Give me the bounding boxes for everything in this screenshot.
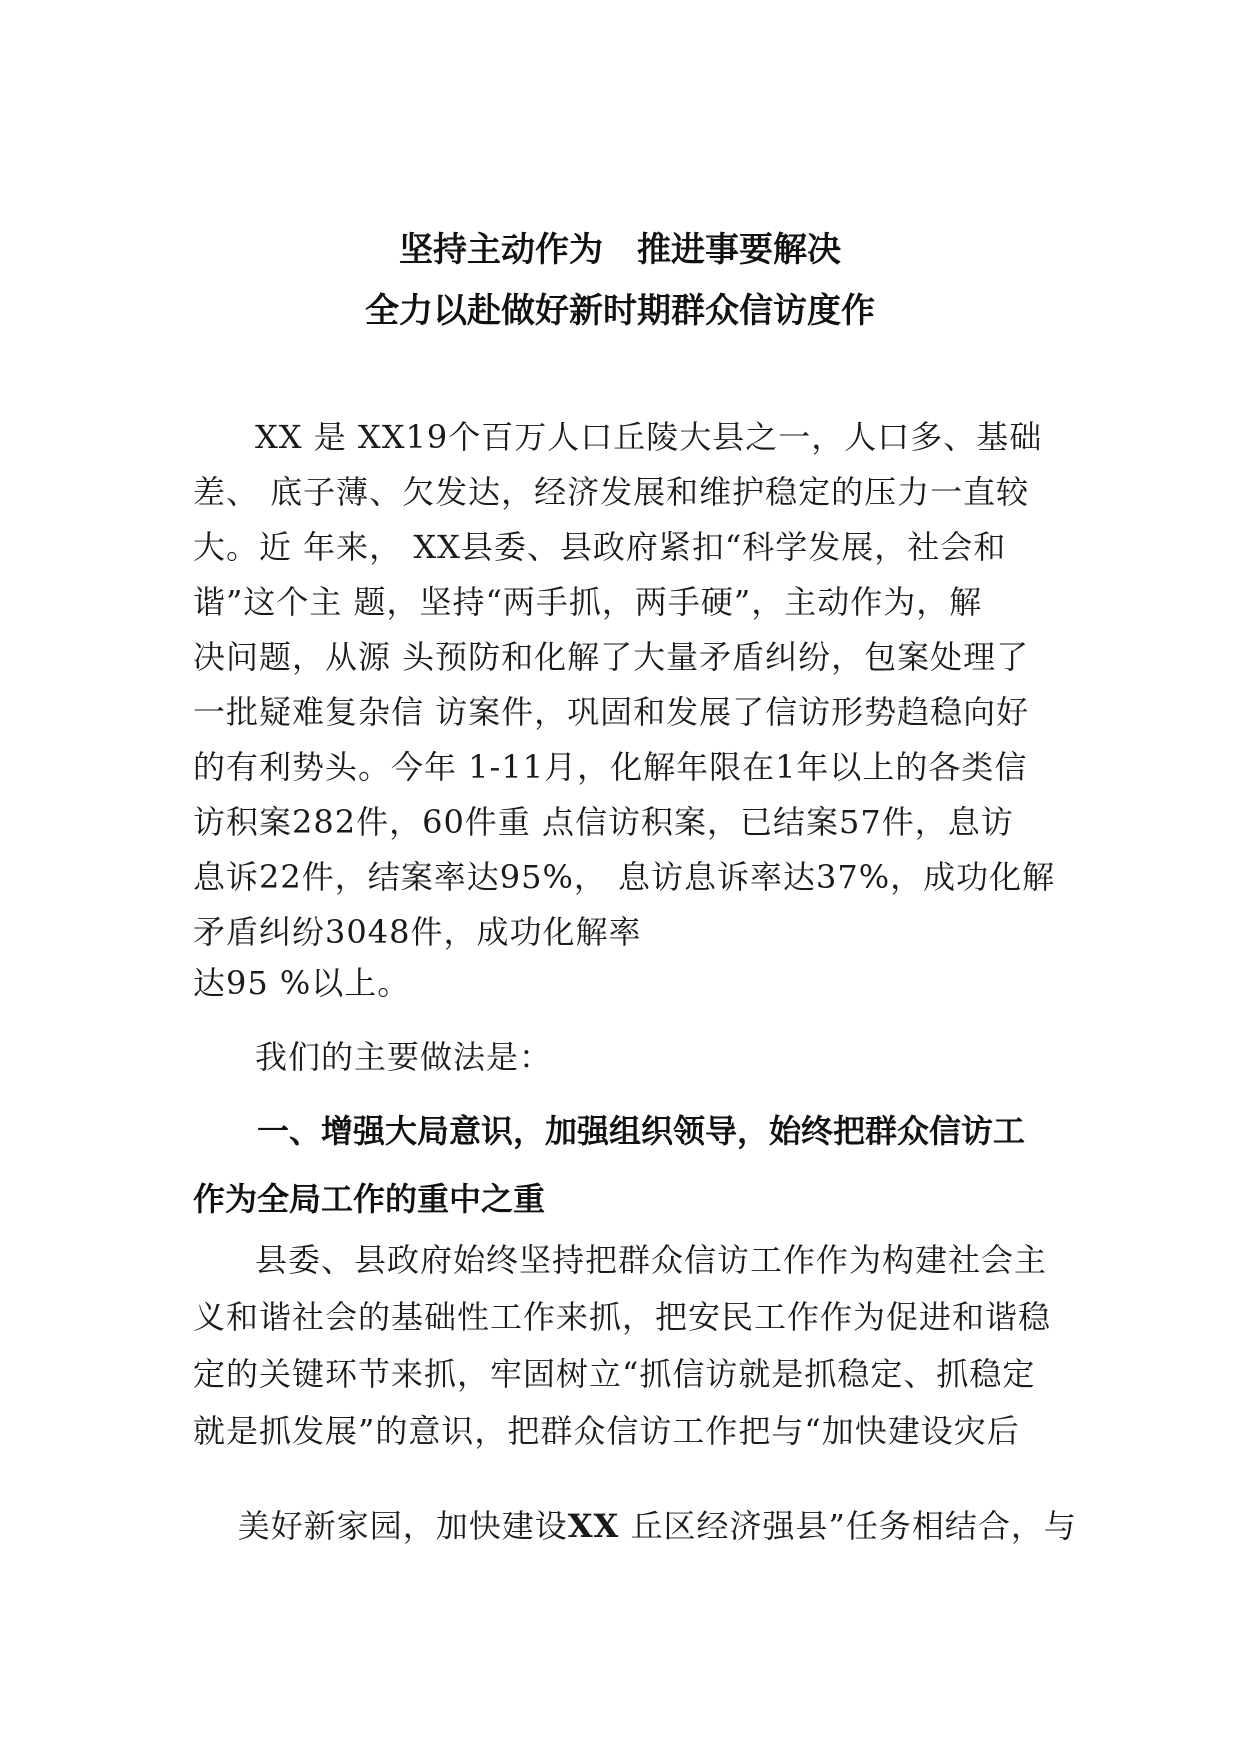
section-1-line: 义和谐社会的基础性工作来抓，把安民工作作为促进和谐稳 (193, 1298, 1052, 1336)
intro-line: 决问题，从源 头预防和化解了大量矛盾纠纷，包案处理了 (193, 638, 1030, 676)
intro-line: 的有利势头。今年 1-11月，化解年限在1年以上的各类信 (193, 748, 1028, 786)
section-1-line: 就是抓发展”的意识，把群众信访工作把与“加快建设灾后 (193, 1412, 1020, 1450)
document-title-line-1: 坚持主动作为 推进事要解决 (399, 230, 841, 270)
intro-line: 矛盾纠纷3048件，成功化解率 (193, 913, 642, 951)
section-1-line-text: 美好新家园，加快建设 (237, 1507, 568, 1545)
intro-line: 达95 %以上。 (193, 964, 411, 1002)
intro-line: 访积案282件，60件重 点信访积案，已结案57件，息访 (193, 803, 1014, 841)
document-title-line-2: 全力以赴做好新时期群众信访度作 (365, 291, 875, 331)
intro-line: XX 是 XX19个百万人口丘陵大县之一，人口多、基础 (255, 418, 1043, 456)
section-1-heading-line-1: 一、增强大局意识，加强组织领导，始终把群众信访工 (257, 1112, 1026, 1150)
intro-line: 差、 底子薄、欠发达，经济发展和维护稳定的压力一直较 (193, 473, 1030, 511)
section-1-line (193, 1463, 1077, 1585)
intro-line: 大。近 年来， XX县委、县政府紧扣“科学发展，社会和 (193, 528, 1007, 566)
intro-line: 一批疑难复杂信 访案件，巩固和发展了信访形势趋稳向好 (193, 693, 1030, 731)
intro-line: 息诉22件，结案率达95%， 息访息诉率达37%，成功化解 (193, 858, 1056, 896)
section-1-heading-line-2: 作为全局工作的重中之重 (193, 1180, 546, 1218)
section-1-line: 定的关键环节来抓，牢固树立“抓信访就是抓稳定、抓稳定 (193, 1355, 1036, 1393)
intro-line: 谐”这个主 题，坚持“两手抓，两手硬”，主动作为，解 (193, 583, 983, 621)
section-1-line: 县委、县政府始终坚持把群众信访工作作为构建社会主 (255, 1241, 1048, 1279)
section-1-line-bold-text: XX (567, 1507, 620, 1545)
method-intro: 我们的主要做法是： (255, 1038, 553, 1076)
section-1-line-text: 丘区经济强县”任务相结合，与 (619, 1507, 1077, 1545)
